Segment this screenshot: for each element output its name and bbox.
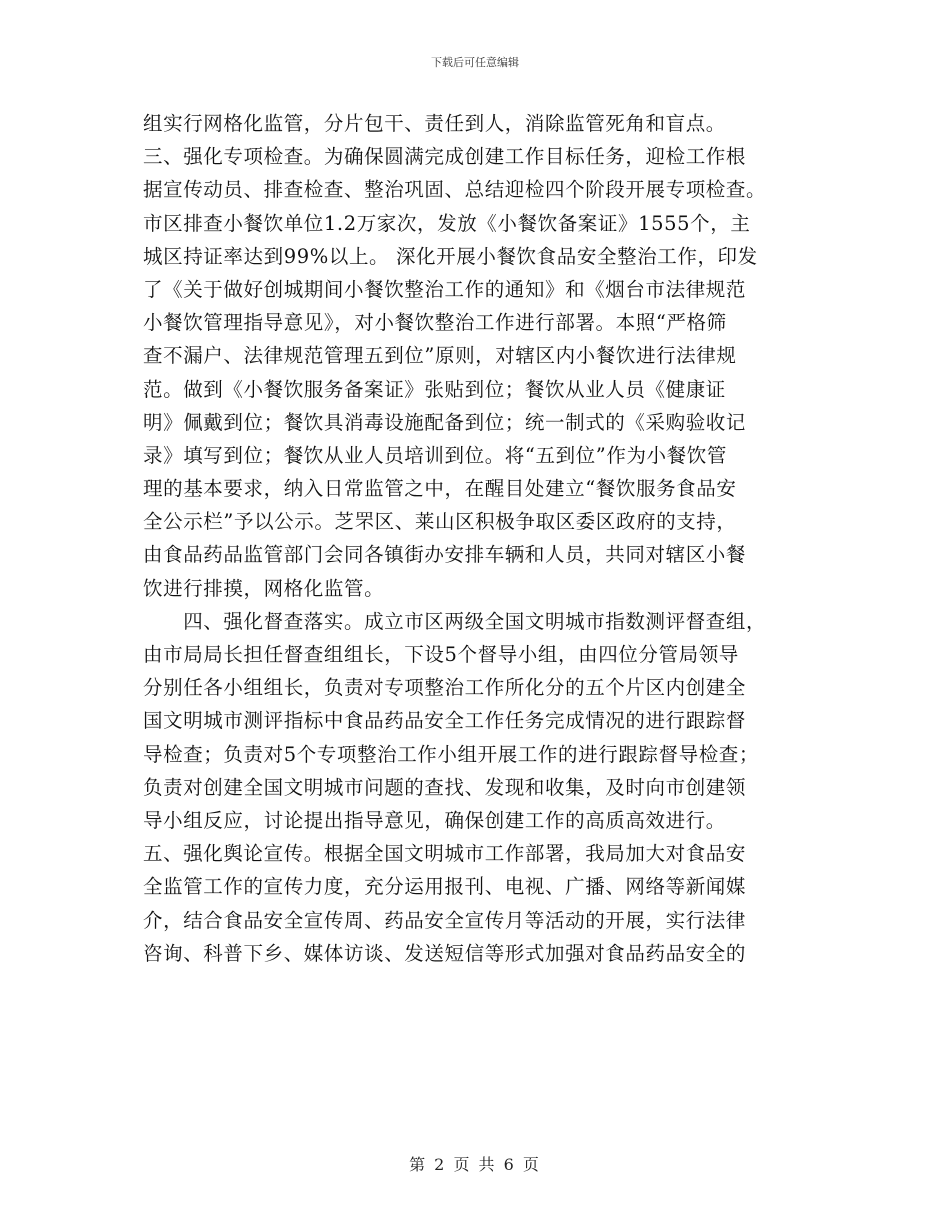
text-line: 理的基本要求，纳入日常监管之中，在醒目处建立“餐饮服务食品安 (143, 477, 737, 501)
text-line: 负责对创建全国文明城市问题的查找、发现和收集，及时向市创建领 (143, 775, 747, 799)
text-line: 据宣传动员、排查检查、整治巩固、总结迎检四个阶段开展专项检查。 (143, 178, 767, 202)
text-line: 导检查；负责对5个专项整治工作小组开展工作的进行跟踪督导检查； (143, 742, 760, 766)
text-line: 由市局局长担任督查组组长，下设5个督导小组，由四位分管局领导 (143, 643, 739, 666)
text-line: 全公示栏”予以公示。芝罘区、莱山区积极争取区委区政府的支持， (143, 510, 737, 534)
text-line: 三、强化专项检查。为确保圆满完成创建工作目标任务，迎检工作根 (143, 145, 747, 169)
text-line: 饮进行排摸，网格化监管。 (143, 576, 385, 600)
page-header: 下载后可任意编辑 (431, 56, 519, 69)
page-number-footer: 第 2 页 共 6 页 (409, 1155, 541, 1174)
text-line: 国文明城市测评指标中食品药品安全工作任务完成情况的进行跟踪督 (143, 709, 747, 733)
text-line: 导小组反应，讨论提出指导意见，确保创建工作的高质高效进行。 (143, 808, 726, 832)
text-line: 了《关于做好创城期间小餐饮整治工作的通知》和《烟台市法律规范 (143, 277, 747, 301)
text-line: 明》佩戴到位；餐饮具消毒设施配备到位；统一制式的《采购验收记 (143, 410, 747, 434)
text-line: 分别任各小组组长，负责对专项整治工作所化分的五个片区内创建全 (143, 676, 747, 700)
text-line: 五、强化舆论宣传。根据全国文明城市工作部署，我局加大对食品安 (143, 842, 747, 866)
text-line: 四、强化督查落实。成立市区两级全国文明城市指数测评督查组， (143, 609, 767, 633)
text-line: 小餐饮管理指导意见》，对小餐饮整治工作进行部署。本照“严格筛 (143, 311, 727, 335)
text-line: 城区持证率达到99%以上。 深化开展小餐饮食品安全整治工作，印发 (143, 244, 758, 268)
text-line: 范。做到《小餐饮服务备案证》张贴到位；餐饮从业人员《健康证 (143, 377, 726, 401)
text-line: 查不漏户、法律规范管理五到位”原则，对辖区内小餐饮进行法律规 (143, 344, 737, 368)
text-line: 市区排查小餐饮单位1.2万家次，发放《小餐饮备案证》1555个，主 (143, 211, 751, 235)
text-line: 咨询、科普下乡、媒体访谈、发送短信等形式加强对食品药品安全的 (143, 941, 747, 965)
text-line: 全监管工作的宣传力度，充分运用报刊、电视、广播、网络等新闻媒 (143, 875, 747, 899)
text-line: 录》填写到位；餐饮从业人员培训到位。将“五到位”作为小餐饮管 (143, 443, 727, 467)
text-line: 由食品药品监管部门会同各镇街办安排车辆和人员，共同对辖区小餐 (143, 543, 747, 567)
document-body (143, 107, 813, 970)
text-line: 介，结合食品安全宣传周、药品安全宣传月等活动的开展，实行法律 (143, 908, 747, 932)
text-line: 组实行网格化监管，分片包干、责任到人，消除监管死角和盲点。 (143, 112, 726, 135)
